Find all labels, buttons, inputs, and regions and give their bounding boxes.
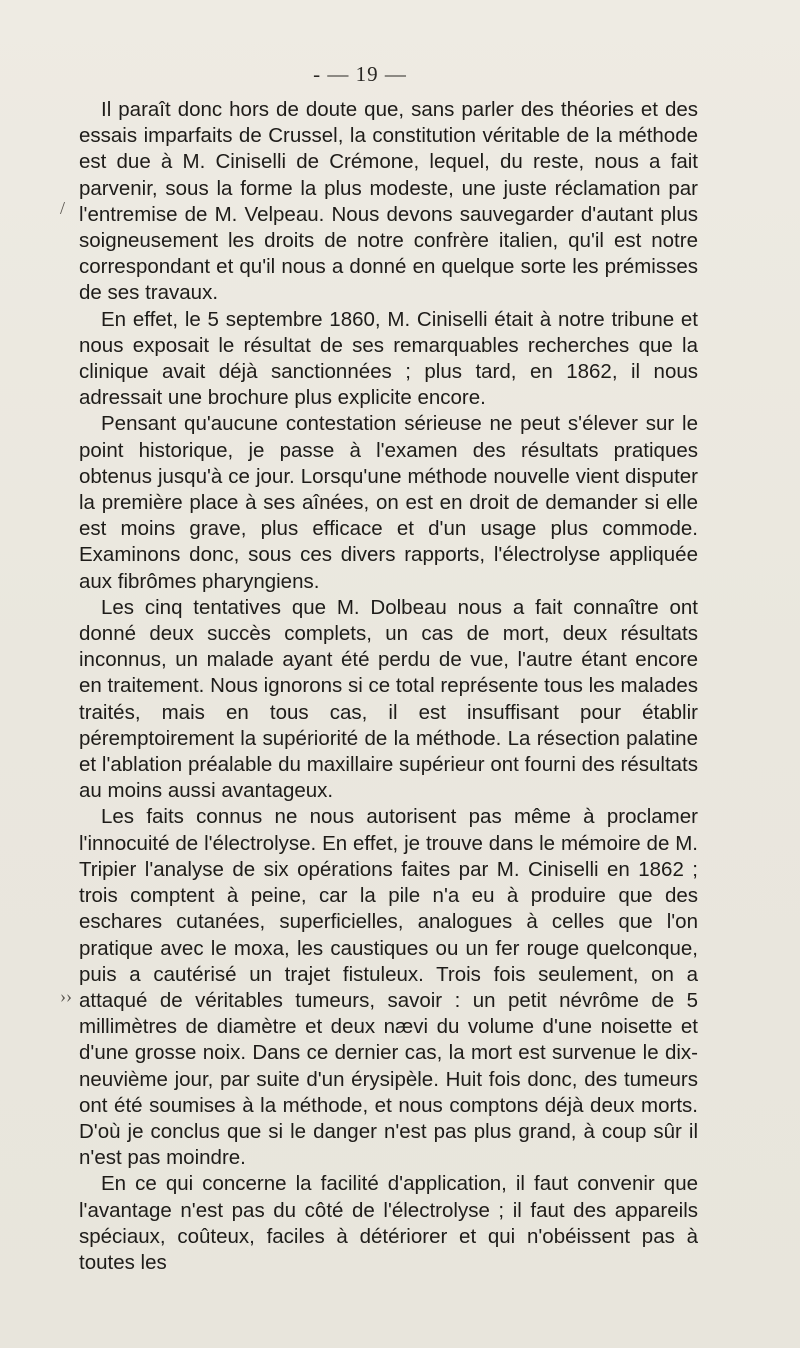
paragraph: Les faits connus ne nous autorisent pas même à proclamer l'innocuité de l'électrolyse. En effet, je trouve dans le mémoire de M. Tripier l'analyse de six opérations faites par M. Ciniselli en 1862 ; trois comptent à peine, car la pile n'a eu à produire que des eschares cutanées, superficielles, analogues à celles que l'on pratique avec le moxa, les caustiques ou un fer rouge quelconque, puis a cautérisé un trajet fistuleux. Trois fois seulement, on a attaqué de véritables tumeurs, savoir : un petit névrôme de 5 millimètres de diamètre et deux nævi du volume d'une noisette et d'une grosse noix. Dans ce dernier cas, la mort est survenue le dix-neuvième jour, par suite d'un érysipèle. Huit fois donc, des tumeurs ont été soumises à la méthode, et nous comptons déjà deux morts. D'où je conclus que si le danger n'est pas plus grand, à coup sûr il n'est pas moindre. <box>79 805 698 1170</box>
margin-mark: / <box>60 198 66 218</box>
page-number: - — 19 — <box>313 62 407 86</box>
paragraph: En effet, le 5 septembre 1860, M. Ciniselli était à notre tribune et nous exposait le résultat de ses remarquables recherches que la clinique avait déjà sanctionnées ; plus tard, en 1862, il nous adressait une brochure plus explicite encore. <box>79 307 698 410</box>
body-text <box>79 97 698 1276</box>
paragraph: Il paraît donc hors de doute que, sans parler des théories et des essais imparfaits de Crussel, la constitution véritable de la méthode est due à M. Ciniselli de Crémone, lequel, du reste, nous a fait parvenir, sous la forme la plus modeste, une juste réclamation par l'entremise de M. Velpeau. Nous devons sauvegarder d'autant plus soigneusement les droits de notre confrère italien, qu'il est notre correspondant et qu'il nous a donné en quelque sorte les prémisses de ses travaux. <box>79 98 698 305</box>
margin-mark: ›› <box>60 986 72 1006</box>
paragraph: En ce qui concerne la facilité d'application, il faut convenir que l'avantage n'est pas du côté de l'électrolyse ; il faut des appareils spéciaux, coûteux, faciles à détériorer et qui n'obéissent pas à toutes les <box>79 1172 698 1274</box>
paragraph: Pensant qu'aucune contestation sérieuse ne peut s'élever sur le point historique, je passe à l'examen des résultats pratiques obtenus jusqu'à ce jour. Lorsqu'une méthode nouvelle vient disputer la première place à ses aînées, on est en droit de demander si elle est moins grave, plus efficace et d'un usage plus commode. Examinons donc, sous ces divers rapports, l'électrolyse appliquée aux fibrômes pharyngiens. <box>79 412 698 593</box>
paragraph: Les cinq tentatives que M. Dolbeau nous a fait connaître ont donné deux succès complets, un cas de mort, deux résultats inconnus, un malade ayant été perdu de vue, l'autre étant encore en traitement. Nous ignorons si ce total représente tous les malades traités, mais en tous cas, il est insuffisant pour établir péremptoirement la supériorité de la méthode. La résection palatine et l'ablation préalable du maxillaire supérieur ont fourni des résultats au moins aussi avantageux. <box>79 595 698 803</box>
